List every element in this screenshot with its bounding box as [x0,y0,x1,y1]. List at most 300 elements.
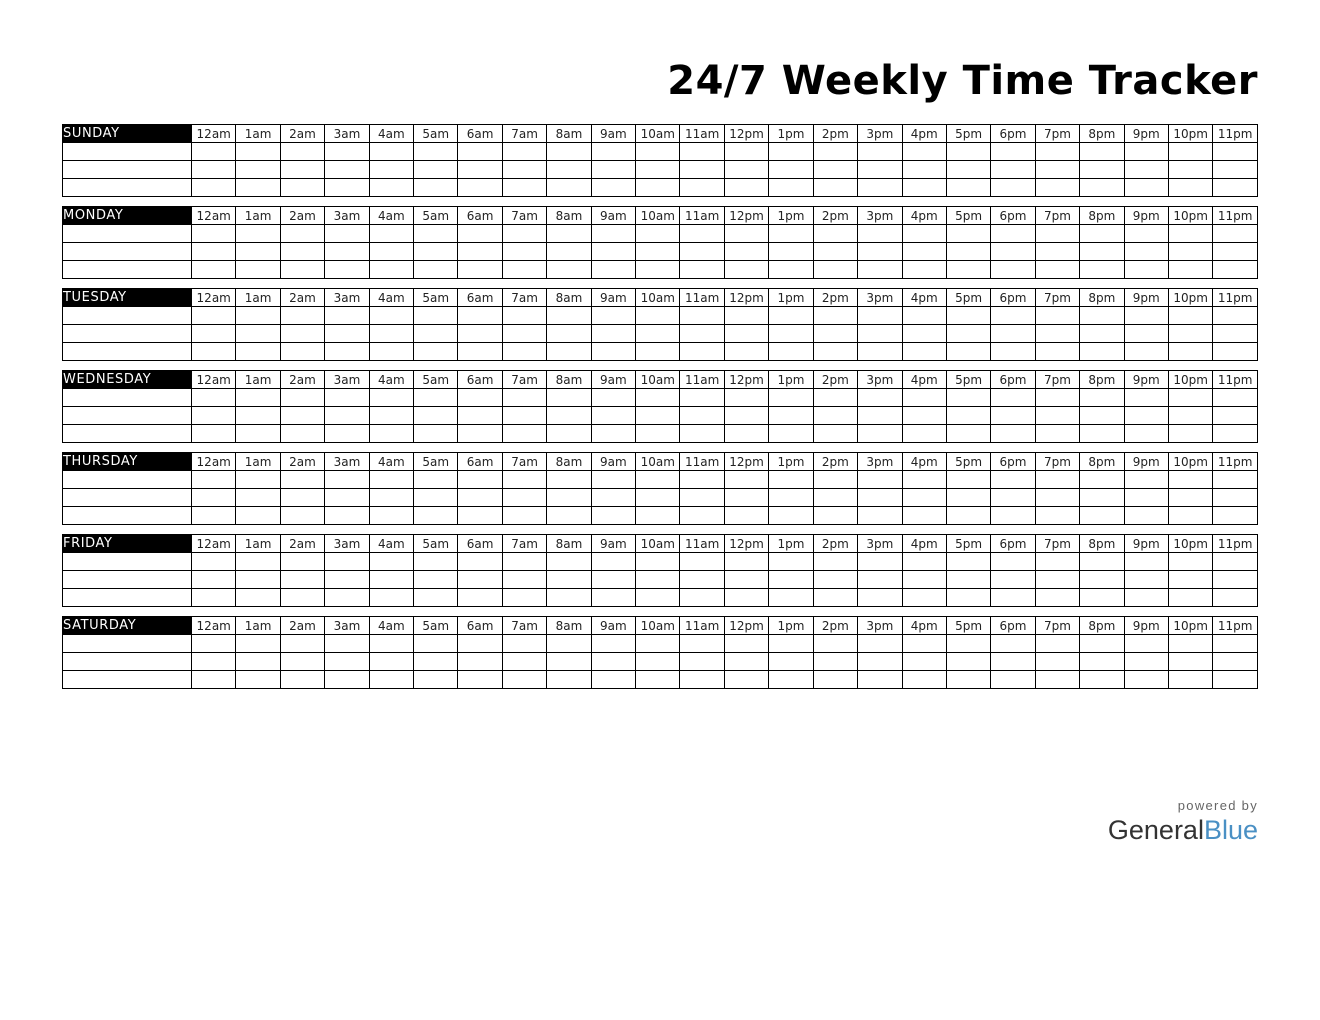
entry-cell[interactable] [769,489,813,507]
entry-cell[interactable] [369,161,413,179]
entry-cell[interactable] [280,471,324,489]
entry-cell[interactable] [369,389,413,407]
entry-cell[interactable] [1213,425,1258,443]
entry-cell[interactable] [1124,389,1168,407]
entry-cell[interactable] [1168,653,1212,671]
entry-cell[interactable] [1124,589,1168,607]
entry-cell[interactable] [724,553,768,571]
entry-cell[interactable] [502,143,546,161]
entry-cell[interactable] [1080,553,1124,571]
entry-cell[interactable] [1080,389,1124,407]
entry-cell[interactable] [458,653,502,671]
entry-cell[interactable] [1213,179,1258,197]
entry-cell[interactable] [192,589,236,607]
entry-cell[interactable] [236,553,280,571]
entry-cell[interactable] [458,425,502,443]
entry-cell[interactable] [1124,325,1168,343]
entry-cell[interactable] [1213,343,1258,361]
entry-cell[interactable] [724,489,768,507]
entry-cell[interactable] [813,507,857,525]
entry-cell[interactable] [369,325,413,343]
entry-cell[interactable] [1035,653,1079,671]
entry-cell[interactable] [636,589,680,607]
entry-cell[interactable] [369,589,413,607]
entry-cell[interactable] [63,553,192,571]
entry-cell[interactable] [1124,261,1168,279]
entry-cell[interactable] [946,161,990,179]
entry-cell[interactable] [325,179,369,197]
entry-cell[interactable] [591,635,635,653]
entry-cell[interactable] [414,571,458,589]
entry-cell[interactable] [192,225,236,243]
entry-cell[interactable] [858,407,902,425]
entry-cell[interactable] [414,589,458,607]
entry-cell[interactable] [813,671,857,689]
entry-cell[interactable] [502,179,546,197]
entry-cell[interactable] [769,589,813,607]
entry-cell[interactable] [547,653,591,671]
entry-cell[interactable] [236,343,280,361]
entry-cell[interactable] [280,161,324,179]
entry-cell[interactable] [458,589,502,607]
entry-cell[interactable] [502,571,546,589]
entry-cell[interactable] [236,143,280,161]
entry-cell[interactable] [63,489,192,507]
entry-cell[interactable] [192,471,236,489]
entry-cell[interactable] [1035,261,1079,279]
entry-cell[interactable] [769,225,813,243]
entry-cell[interactable] [1168,571,1212,589]
entry-cell[interactable] [1124,507,1168,525]
entry-cell[interactable] [1213,489,1258,507]
entry-cell[interactable] [414,425,458,443]
entry-cell[interactable] [325,161,369,179]
entry-cell[interactable] [502,425,546,443]
entry-cell[interactable] [280,243,324,261]
entry-cell[interactable] [724,243,768,261]
entry-cell[interactable] [236,307,280,325]
entry-cell[interactable] [946,325,990,343]
entry-cell[interactable] [1213,143,1258,161]
entry-cell[interactable] [591,589,635,607]
entry-cell[interactable] [1168,325,1212,343]
entry-cell[interactable] [680,261,724,279]
entry-cell[interactable] [991,425,1035,443]
entry-cell[interactable] [236,635,280,653]
entry-cell[interactable] [280,653,324,671]
entry-cell[interactable] [946,471,990,489]
entry-cell[interactable] [813,489,857,507]
entry-cell[interactable] [813,653,857,671]
entry-cell[interactable] [1035,343,1079,361]
entry-cell[interactable] [1168,343,1212,361]
entry-cell[interactable] [1168,635,1212,653]
entry-cell[interactable] [636,553,680,571]
entry-cell[interactable] [63,653,192,671]
entry-cell[interactable] [280,635,324,653]
entry-cell[interactable] [458,671,502,689]
entry-cell[interactable] [769,635,813,653]
entry-cell[interactable] [591,307,635,325]
entry-cell[interactable] [236,671,280,689]
entry-cell[interactable] [858,489,902,507]
entry-cell[interactable] [902,179,946,197]
entry-cell[interactable] [369,143,413,161]
entry-cell[interactable] [858,507,902,525]
entry-cell[interactable] [280,307,324,325]
entry-cell[interactable] [1213,635,1258,653]
entry-cell[interactable] [813,571,857,589]
entry-cell[interactable] [280,407,324,425]
entry-cell[interactable] [636,389,680,407]
entry-cell[interactable] [280,179,324,197]
entry-cell[interactable] [769,161,813,179]
entry-cell[interactable] [547,553,591,571]
entry-cell[interactable] [1213,507,1258,525]
entry-cell[interactable] [858,161,902,179]
entry-cell[interactable] [724,143,768,161]
entry-cell[interactable] [547,635,591,653]
entry-cell[interactable] [858,425,902,443]
entry-cell[interactable] [636,243,680,261]
entry-cell[interactable] [192,161,236,179]
entry-cell[interactable] [636,653,680,671]
entry-cell[interactable] [502,307,546,325]
entry-cell[interactable] [946,425,990,443]
entry-cell[interactable] [1124,179,1168,197]
entry-cell[interactable] [414,261,458,279]
entry-cell[interactable] [192,243,236,261]
entry-cell[interactable] [858,179,902,197]
entry-cell[interactable] [63,143,192,161]
entry-cell[interactable] [325,307,369,325]
entry-cell[interactable] [1080,143,1124,161]
entry-cell[interactable] [858,553,902,571]
entry-cell[interactable] [991,243,1035,261]
entry-cell[interactable] [769,343,813,361]
entry-cell[interactable] [636,507,680,525]
entry-cell[interactable] [63,407,192,425]
entry-cell[interactable] [547,589,591,607]
entry-cell[interactable] [63,471,192,489]
entry-cell[interactable] [458,225,502,243]
entry-cell[interactable] [414,507,458,525]
entry-cell[interactable] [1080,179,1124,197]
entry-cell[interactable] [502,553,546,571]
entry-cell[interactable] [946,553,990,571]
entry-cell[interactable] [1168,507,1212,525]
entry-cell[interactable] [325,553,369,571]
entry-cell[interactable] [991,307,1035,325]
entry-cell[interactable] [769,143,813,161]
entry-cell[interactable] [858,389,902,407]
entry-cell[interactable] [414,553,458,571]
entry-cell[interactable] [991,635,1035,653]
entry-cell[interactable] [192,389,236,407]
entry-cell[interactable] [1080,225,1124,243]
entry-cell[interactable] [63,425,192,443]
entry-cell[interactable] [724,225,768,243]
entry-cell[interactable] [1124,243,1168,261]
entry-cell[interactable] [1168,489,1212,507]
entry-cell[interactable] [1035,389,1079,407]
entry-cell[interactable] [1080,307,1124,325]
entry-cell[interactable] [769,325,813,343]
entry-cell[interactable] [1168,389,1212,407]
entry-cell[interactable] [680,653,724,671]
entry-cell[interactable] [636,261,680,279]
entry-cell[interactable] [724,635,768,653]
entry-cell[interactable] [902,471,946,489]
entry-cell[interactable] [369,425,413,443]
entry-cell[interactable] [458,407,502,425]
entry-cell[interactable] [63,343,192,361]
entry-cell[interactable] [369,671,413,689]
entry-cell[interactable] [325,671,369,689]
entry-cell[interactable] [502,261,546,279]
entry-cell[interactable] [591,143,635,161]
entry-cell[interactable] [813,389,857,407]
entry-cell[interactable] [192,507,236,525]
entry-cell[interactable] [1168,243,1212,261]
entry-cell[interactable] [680,671,724,689]
entry-cell[interactable] [769,653,813,671]
entry-cell[interactable] [1124,425,1168,443]
entry-cell[interactable] [769,471,813,489]
entry-cell[interactable] [680,571,724,589]
entry-cell[interactable] [813,553,857,571]
entry-cell[interactable] [325,425,369,443]
entry-cell[interactable] [813,225,857,243]
entry-cell[interactable] [502,389,546,407]
entry-cell[interactable] [192,325,236,343]
entry-cell[interactable] [458,471,502,489]
entry-cell[interactable] [991,161,1035,179]
entry-cell[interactable] [991,507,1035,525]
entry-cell[interactable] [502,161,546,179]
entry-cell[interactable] [946,589,990,607]
entry-cell[interactable] [636,161,680,179]
entry-cell[interactable] [369,571,413,589]
entry-cell[interactable] [946,407,990,425]
entry-cell[interactable] [1035,507,1079,525]
entry-cell[interactable] [724,307,768,325]
entry-cell[interactable] [1124,307,1168,325]
entry-cell[interactable] [813,179,857,197]
entry-cell[interactable] [902,161,946,179]
entry-cell[interactable] [813,143,857,161]
entry-cell[interactable] [369,225,413,243]
entry-cell[interactable] [591,389,635,407]
entry-cell[interactable] [724,261,768,279]
entry-cell[interactable] [636,671,680,689]
entry-cell[interactable] [325,407,369,425]
entry-cell[interactable] [902,653,946,671]
entry-cell[interactable] [236,243,280,261]
entry-cell[interactable] [502,507,546,525]
entry-cell[interactable] [1080,489,1124,507]
entry-cell[interactable] [1035,325,1079,343]
entry-cell[interactable] [414,389,458,407]
entry-cell[interactable] [1213,261,1258,279]
entry-cell[interactable] [724,179,768,197]
entry-cell[interactable] [414,635,458,653]
entry-cell[interactable] [1124,143,1168,161]
entry-cell[interactable] [369,553,413,571]
entry-cell[interactable] [636,307,680,325]
entry-cell[interactable] [680,307,724,325]
entry-cell[interactable] [680,161,724,179]
entry-cell[interactable] [591,653,635,671]
entry-cell[interactable] [369,489,413,507]
entry-cell[interactable] [325,635,369,653]
entry-cell[interactable] [280,571,324,589]
entry-cell[interactable] [458,571,502,589]
entry-cell[interactable] [902,425,946,443]
entry-cell[interactable] [858,653,902,671]
entry-cell[interactable] [458,307,502,325]
entry-cell[interactable] [991,225,1035,243]
entry-cell[interactable] [502,343,546,361]
entry-cell[interactable] [769,671,813,689]
entry-cell[interactable] [1168,179,1212,197]
entry-cell[interactable] [724,325,768,343]
entry-cell[interactable] [1080,243,1124,261]
entry-cell[interactable] [1168,407,1212,425]
entry-cell[interactable] [724,589,768,607]
entry-cell[interactable] [946,143,990,161]
entry-cell[interactable] [236,261,280,279]
entry-cell[interactable] [946,507,990,525]
entry-cell[interactable] [547,143,591,161]
entry-cell[interactable] [1124,225,1168,243]
entry-cell[interactable] [813,243,857,261]
entry-cell[interactable] [1035,143,1079,161]
entry-cell[interactable] [325,225,369,243]
entry-cell[interactable] [1168,307,1212,325]
entry-cell[interactable] [369,307,413,325]
entry-cell[interactable] [1080,425,1124,443]
entry-cell[interactable] [502,589,546,607]
entry-cell[interactable] [902,671,946,689]
entry-cell[interactable] [1213,161,1258,179]
entry-cell[interactable] [636,343,680,361]
entry-cell[interactable] [547,325,591,343]
entry-cell[interactable] [591,325,635,343]
entry-cell[interactable] [946,225,990,243]
entry-cell[interactable] [858,243,902,261]
entry-cell[interactable] [591,343,635,361]
entry-cell[interactable] [680,343,724,361]
entry-cell[interactable] [680,143,724,161]
entry-cell[interactable] [724,653,768,671]
entry-cell[interactable] [858,325,902,343]
entry-cell[interactable] [1124,161,1168,179]
entry-cell[interactable] [192,307,236,325]
entry-cell[interactable] [1213,589,1258,607]
entry-cell[interactable] [680,471,724,489]
entry-cell[interactable] [902,589,946,607]
entry-cell[interactable] [547,161,591,179]
entry-cell[interactable] [63,389,192,407]
entry-cell[interactable] [547,261,591,279]
entry-cell[interactable] [414,489,458,507]
entry-cell[interactable] [192,261,236,279]
entry-cell[interactable] [1080,671,1124,689]
entry-cell[interactable] [724,671,768,689]
entry-cell[interactable] [192,571,236,589]
entry-cell[interactable] [1080,571,1124,589]
entry-cell[interactable] [591,161,635,179]
entry-cell[interactable] [1213,653,1258,671]
entry-cell[interactable] [1035,671,1079,689]
entry-cell[interactable] [813,343,857,361]
entry-cell[interactable] [636,425,680,443]
entry-cell[interactable] [1213,389,1258,407]
entry-cell[interactable] [414,179,458,197]
entry-cell[interactable] [813,635,857,653]
entry-cell[interactable] [502,243,546,261]
entry-cell[interactable] [192,407,236,425]
entry-cell[interactable] [1124,671,1168,689]
entry-cell[interactable] [369,635,413,653]
entry-cell[interactable] [63,307,192,325]
entry-cell[interactable] [414,161,458,179]
entry-cell[interactable] [280,489,324,507]
entry-cell[interactable] [1035,225,1079,243]
entry-cell[interactable] [724,471,768,489]
entry-cell[interactable] [547,307,591,325]
entry-cell[interactable] [280,553,324,571]
entry-cell[interactable] [1035,407,1079,425]
entry-cell[interactable] [946,307,990,325]
entry-cell[interactable] [414,343,458,361]
entry-cell[interactable] [858,261,902,279]
entry-cell[interactable] [369,471,413,489]
entry-cell[interactable] [63,635,192,653]
entry-cell[interactable] [502,489,546,507]
entry-cell[interactable] [414,471,458,489]
entry-cell[interactable] [591,425,635,443]
entry-cell[interactable] [591,507,635,525]
entry-cell[interactable] [858,343,902,361]
entry-cell[interactable] [946,389,990,407]
entry-cell[interactable] [63,325,192,343]
entry-cell[interactable] [813,325,857,343]
entry-cell[interactable] [280,671,324,689]
entry-cell[interactable] [724,343,768,361]
entry-cell[interactable] [636,635,680,653]
entry-cell[interactable] [414,307,458,325]
entry-cell[interactable] [414,243,458,261]
entry-cell[interactable] [236,489,280,507]
entry-cell[interactable] [813,425,857,443]
entry-cell[interactable] [902,389,946,407]
entry-cell[interactable] [192,653,236,671]
entry-cell[interactable] [591,489,635,507]
entry-cell[interactable] [458,553,502,571]
entry-cell[interactable] [1168,225,1212,243]
entry-cell[interactable] [1168,143,1212,161]
entry-cell[interactable] [1080,507,1124,525]
entry-cell[interactable] [1213,225,1258,243]
entry-cell[interactable] [769,425,813,443]
entry-cell[interactable] [280,425,324,443]
entry-cell[interactable] [769,571,813,589]
entry-cell[interactable] [325,507,369,525]
entry-cell[interactable] [1035,489,1079,507]
entry-cell[interactable] [902,553,946,571]
